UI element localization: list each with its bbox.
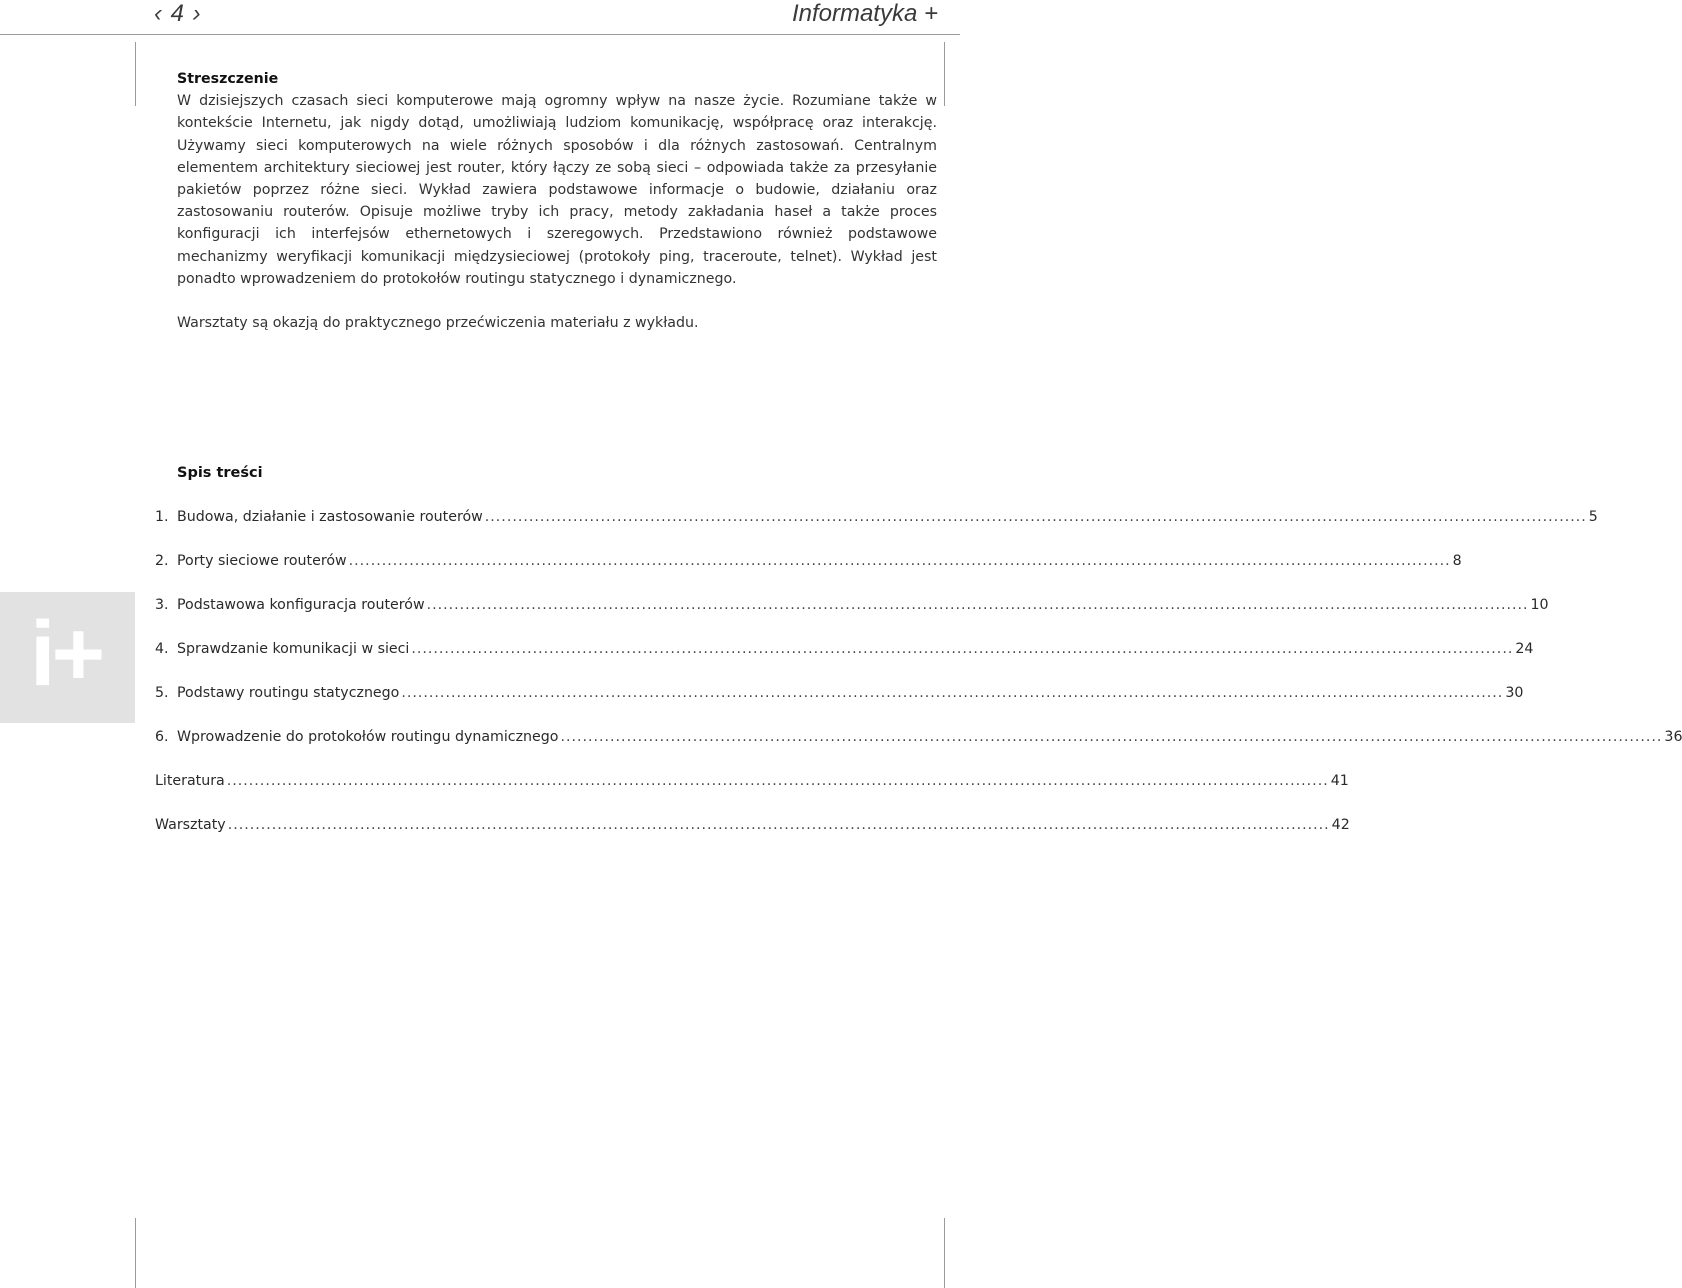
toc-entry[interactable] (155, 641, 1534, 663)
abstract-workshop-note: Warsztaty są okazją do praktycznego przećwiczenia materiału z wykładu. (177, 315, 699, 332)
toc-entry-page: 36 (1664, 729, 1682, 745)
toc-entry-label: Warsztaty (155, 817, 226, 833)
toc-entry-number: 6. (155, 729, 169, 745)
toc-entry-page: 30 (1505, 685, 1524, 701)
toc-entry[interactable] (155, 773, 1349, 795)
margin-line-right-bottom (944, 1218, 945, 1288)
toc-entry-page: 5 (1588, 509, 1598, 525)
logo-glyph: i+ (30, 603, 102, 705)
toc-entry-label: Sprawdzanie komunikacji w sieci (177, 641, 410, 657)
toc-entry-page: 10 (1530, 597, 1549, 613)
header-rule (0, 34, 960, 35)
toc-entry-label: Podstawowa konfiguracja routerów (177, 597, 425, 613)
toc-entry-number: 2. (155, 553, 169, 569)
toc-entry-label: Wprowadzenie do protokołów routingu dynamicznego (177, 729, 559, 745)
journal-title: Informatyka + (791, 0, 938, 27)
toc-entry-page: 8 (1452, 553, 1462, 569)
toc-leader-dots: ........................................................................................................................................................................................................ (426, 597, 1529, 613)
toc-leader-dots: ........................................................................................................................................................................................................ (348, 553, 1451, 569)
toc-entry[interactable] (155, 509, 1598, 531)
toc-entry[interactable] (155, 729, 1682, 751)
toc-leader-dots: ........................................................................................................................................................................................................ (411, 641, 1514, 657)
toc-entry[interactable] (155, 817, 1350, 839)
abstract-body: W dzisiejszych czasach sieci komputerowe mają ogromny wpływ na nasze życie. Rozumiane także w kontekście Internetu, jak nigdy dotąd, umożliwiają ludziom komunikację, współpracę oraz interakcję. Używamy sieci komputerowych na wiele różnych sposobów i dla różnych zastosowań. Centralnym elementem architektury sieciowej jest router, który łączy ze sobą sieci – odpowiada także za przesyłanie pakietów poprzez różne sieci. Wykład zawiera podstawowe informacje o budowie, działaniu oraz zastosowaniu routerów. Opisuje możliwe tryby ich pracy, metody zakładania haseł a także proces konfiguracji ich interfejsów ethernetowych i szeregowych. Przedstawiono również podstawowe mechanizmy weryfikacji komunikacji międzysieciowej (protokoły ping, traceroute, telnet). Wykład jest ponadto wprowadzeniem do protokołów routingu statycznego i dynamicznego. (177, 93, 937, 287)
toc-entry-page: 42 (1331, 817, 1350, 833)
abstract-section (177, 68, 937, 334)
toc-leader-dots: ........................................................................................................................................................................................................ (401, 685, 1504, 701)
toc-entry-number: 3. (155, 597, 169, 613)
page-number: ‹ 4 › (154, 0, 202, 27)
logo-box (0, 592, 135, 723)
toc-leader-dots: ........................................................................................................................................................................................................ (227, 817, 1330, 833)
margin-line-left-bottom (135, 1218, 136, 1288)
toc-entry[interactable] (155, 685, 1524, 707)
toc-entry-page: 24 (1515, 641, 1534, 657)
toc-leader-dots: ........................................................................................................................................................................................................ (560, 729, 1663, 745)
toc-entry[interactable] (155, 553, 1462, 575)
abstract-heading: Streszczenie (177, 71, 279, 87)
toc-title: Spis treści (177, 465, 263, 481)
toc-entry[interactable] (155, 597, 1549, 619)
page-header (0, 0, 960, 34)
margin-line-right-top (944, 42, 945, 106)
toc-entry-label: Budowa, działanie i zastosowanie routerów (177, 509, 483, 525)
toc-leader-dots: ........................................................................................................................................................................................................ (484, 509, 1587, 525)
toc-entry-number: 1. (155, 509, 169, 525)
toc-leader-dots: ........................................................................................................................................................................................................ (226, 773, 1329, 789)
toc-entry-number: 5. (155, 685, 169, 701)
toc-entry-number: 4. (155, 641, 169, 657)
margin-line-left-top (135, 42, 136, 106)
toc-entry-page: 41 (1330, 773, 1349, 789)
toc-entry-label: Podstawy routingu statycznego (177, 685, 400, 701)
toc-entry-label: Porty sieciowe routerów (177, 553, 347, 569)
toc-entry-label: Literatura (155, 773, 225, 789)
